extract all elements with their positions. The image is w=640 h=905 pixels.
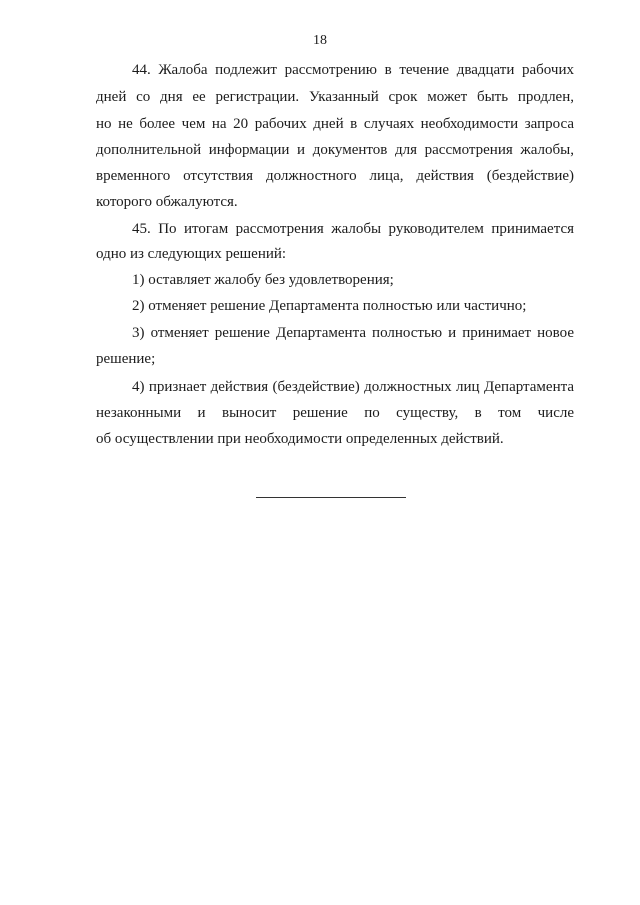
paragraph-line: незаконными и выносит решение по существу, в том числе: [96, 405, 574, 421]
page-number: 18: [313, 33, 327, 48]
paragraph-line: одно из следующих решений:: [96, 246, 287, 262]
paragraph-line: временного отсутствия должностного лица, действия (бездействие): [96, 168, 574, 184]
paragraph-line: 44. Жалоба подлежит рассмотрению в течение двадцати рабочих: [132, 62, 574, 78]
paragraph-line: которого обжалуются.: [96, 194, 238, 210]
paragraph-line: 2) отменяет решение Департамента полностью или частично;: [132, 298, 527, 314]
paragraph-line: дополнительной информации и документов для рассмотрения жалобы,: [96, 142, 574, 158]
paragraph-line: решение;: [96, 351, 156, 367]
paragraph-line: 3) отменяет решение Департамента полностью и принимает новое: [132, 325, 574, 341]
paragraph-line: 45. По итогам рассмотрения жалобы руководителем принимается: [132, 221, 574, 237]
paragraph-line: 1) оставляет жалобу без удовлетворения;: [132, 272, 394, 288]
paragraph-line: дней со дня ее регистрации. Указанный срок может быть продлен,: [96, 89, 574, 105]
paragraph-line: 4) признает действия (бездействие) должностных лиц Департамента: [132, 379, 574, 395]
paragraph-line: об осуществлении при необходимости определенных действий.: [96, 431, 504, 447]
end-separator-line: [256, 497, 406, 498]
paragraph-line: но не более чем на 20 рабочих дней в случаях необходимости запроса: [96, 116, 574, 132]
